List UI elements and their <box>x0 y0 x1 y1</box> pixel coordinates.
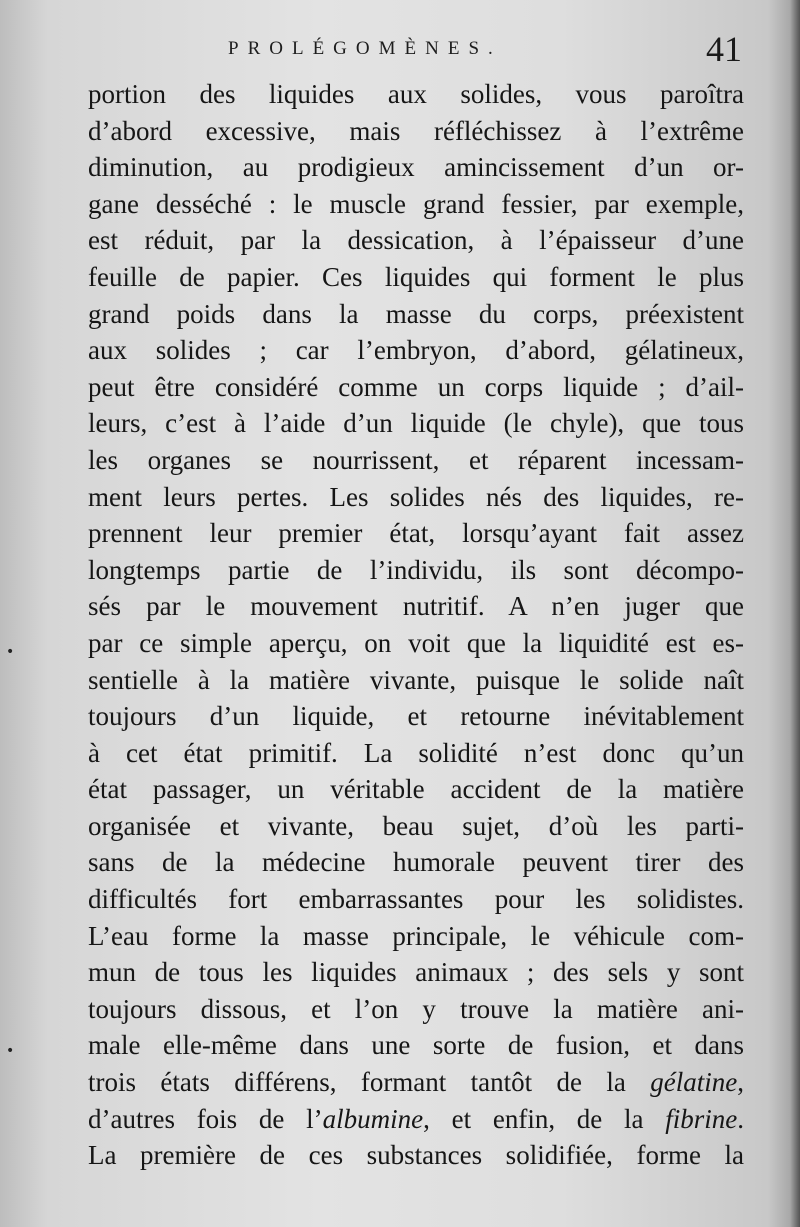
text-line: prennent leur premier état, lorsqu’ayant fait assez <box>88 518 744 549</box>
margin-speck: • <box>6 644 15 660</box>
body-text <box>88 76 744 1174</box>
text-line: L’eau forme la masse principale, le véhicule com- <box>88 920 744 951</box>
text-line: sentielle à la matière vivante, puisque le solide naît <box>88 664 744 695</box>
text-line: La première de ces substances solidifiée, forme la <box>88 1140 744 1171</box>
text-line: à cet état primitif. La solidité n’est donc qu’un <box>88 737 744 768</box>
text-line: portion des liquides aux solides, vous paroîtra <box>88 79 744 109</box>
text-line: les organes se nourrissent, et réparent incessam- <box>88 444 744 475</box>
text-line: sés par le mouvement nutritif. A n’en juger que <box>88 591 744 622</box>
text-line: mun de tous les liquides animaux ; des sels y sont <box>88 957 744 988</box>
text-line: peut être considéré comme un corps liquide ; d’ail- <box>88 371 744 402</box>
text-line: est réduit, par la dessication, à l’épaisseur d’une <box>88 225 744 256</box>
text-segment: , et enfin, de la <box>423 1103 666 1134</box>
italic-term-fibrine: fibrine <box>665 1103 738 1134</box>
text-line-with-italic <box>88 1064 744 1101</box>
page-number: 41 <box>706 29 742 69</box>
text-line: aux solides ; car l’embryon, d’abord, gélatineux, <box>88 335 744 366</box>
text-line: par ce simple aperçu, on voit que la liquidité est es- <box>88 627 744 658</box>
text-line: toujours dissous, et l’on y trouve la matière ani- <box>88 993 744 1024</box>
text-line: difficultés fort embarrassantes pour les solidistes. <box>88 884 744 915</box>
italic-term-albumine: albumine <box>322 1103 424 1134</box>
text-line: organisée et vivante, beau sujet, d’où les parti- <box>88 810 744 841</box>
text-segment: trois états différens, formant tantôt de la <box>88 1067 651 1098</box>
text-segment: d’autres fois de l’ <box>88 1103 323 1134</box>
text-line: gane desséché : le muscle grand fessier, par exemple, <box>88 188 744 219</box>
text-line: leurs, c’est à l’aide d’un liquide (le chyle), que tous <box>88 408 744 439</box>
margin-speck: • <box>6 1043 15 1059</box>
text-segment: . <box>737 1103 744 1134</box>
text-line: grand poids dans la masse du corps, préexistent <box>88 298 744 329</box>
text-line: toujours d’un liquide, et retourne inévitablement <box>88 701 744 732</box>
italic-term-gelatine: gélatine <box>650 1067 738 1098</box>
text-line-with-italic <box>88 1101 744 1138</box>
text-line: état passager, un véritable accident de la matière <box>88 774 744 805</box>
text-line: ment leurs pertes. Les solides nés des liquides, re- <box>88 481 744 512</box>
text-line: d’abord excessive, mais réfléchissez à l’extrême <box>88 115 744 146</box>
running-title: PROLÉGOMÈNES. <box>228 38 502 59</box>
text-line: feuille de papier. Ces liquides qui forment le plus <box>88 261 744 292</box>
text-line: sans de la médecine humorale peuvent tirer des <box>88 847 744 878</box>
text-segment: , <box>737 1067 744 1098</box>
text-line: male elle-même dans une sorte de fusion, et dans <box>88 1030 744 1061</box>
text-line: diminution, au prodigieux amincissement d’un or- <box>88 152 744 183</box>
text-line: longtemps partie de l’individu, ils sont décompo- <box>88 554 744 585</box>
